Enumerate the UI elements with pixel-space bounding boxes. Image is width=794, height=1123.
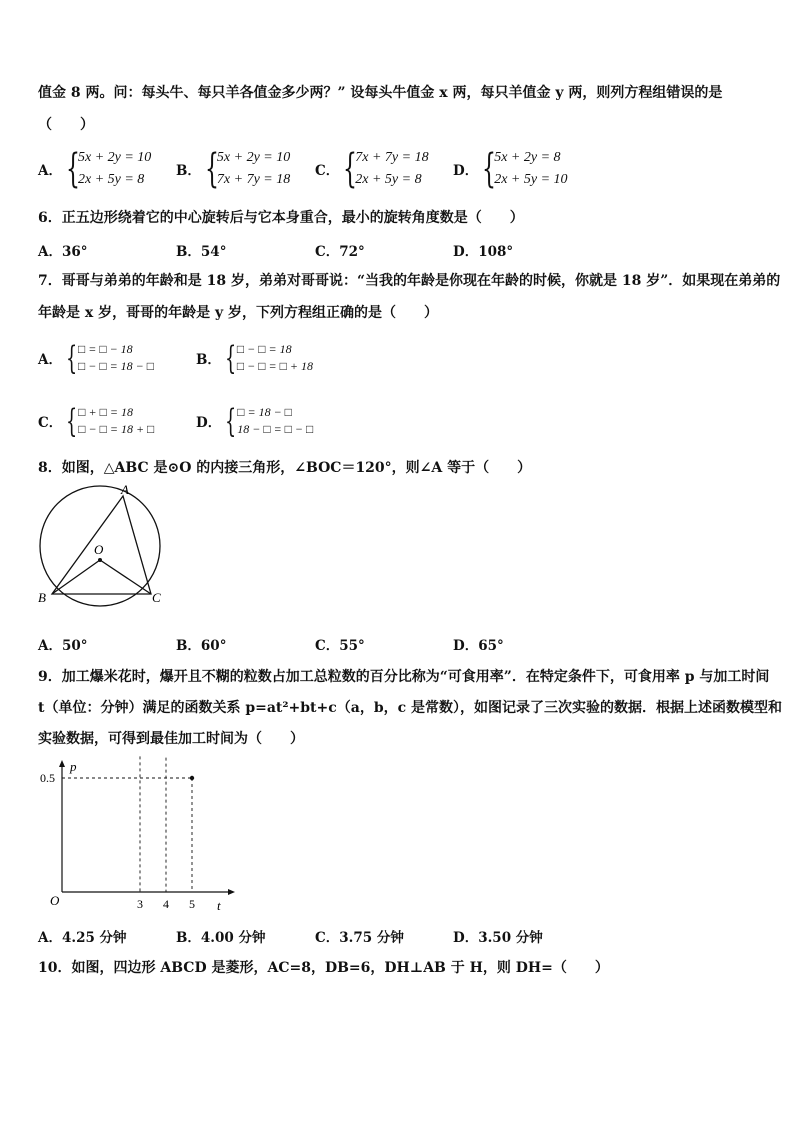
- q5-option-d-label: D．: [453, 163, 479, 179]
- q7-option-b-label: B．: [196, 352, 221, 368]
- q7-stem-line2: 年龄是 x 岁，哥哥的年龄是 y 岁，下列方程组正确的是（ ）: [38, 305, 438, 321]
- q7-option-d-eq1: □ = 18 − □: [237, 405, 292, 419]
- x-axis-arrow-icon: [228, 889, 235, 895]
- q9-stem-line3: 实验数据，可得到最佳加工时间为（ ）: [38, 731, 304, 747]
- q5-option-c-eq1: 7x + 7y = 18: [355, 150, 429, 165]
- q5-option-d: [453, 147, 568, 191]
- data-point-2: [190, 776, 194, 780]
- label-a: A: [121, 482, 129, 497]
- q7-option-a: [38, 338, 154, 378]
- q9-option-b: B．4.00 分钟: [176, 930, 266, 946]
- radii-ob-oc: [52, 560, 151, 594]
- q5-option-c-label: C．: [315, 163, 340, 179]
- x-axis-label: t: [217, 898, 221, 913]
- q9-stem-line2: t（单位：分钟）满足的函数关系 p=at²+bt+c（a，b，c 是常数），如图记录了三次实验的数据．根据上述函数模型和: [38, 700, 783, 716]
- q5-option-a-eq2: 2x + 5y = 8: [77, 172, 145, 187]
- brace-icon: {: [224, 339, 237, 377]
- q5-option-c-eq2: 2x + 5y = 8: [355, 172, 422, 187]
- q5-option-a: [38, 147, 151, 191]
- q7-option-c-label: C．: [38, 415, 63, 431]
- q7-option-c-eq2: □ − □ = 18 + □: [78, 422, 155, 436]
- q6-option-b: B．54°: [176, 244, 227, 260]
- q7-option-c: [38, 401, 154, 441]
- q5-option-d-eq1: 5x + 2y = 8: [494, 150, 561, 165]
- label-o: O: [94, 542, 104, 557]
- q5-option-b: [176, 147, 290, 191]
- q5-option-a-eq1: 5x + 2y = 10: [77, 150, 152, 165]
- q7-option-b-eq2: □ − □ = □ + 18: [236, 359, 313, 373]
- q7-option-d-label: D．: [196, 415, 222, 431]
- q5-option-d-eq2: 2x + 5y = 10: [494, 172, 568, 187]
- q5-option-b-eq2: 7x + 7y = 18: [216, 172, 291, 187]
- q6-option-c: C．72°: [315, 244, 365, 260]
- q7-option-d: [196, 401, 313, 441]
- q6-option-d: D．108°: [453, 244, 514, 260]
- brace-icon: {: [66, 402, 78, 440]
- brace-icon: {: [482, 146, 497, 192]
- q6-option-a: A．36°: [38, 244, 88, 260]
- brace-icon: {: [65, 339, 78, 377]
- x-tick-label-1: 4: [163, 897, 169, 911]
- q8-option-c: C．55°: [315, 638, 365, 654]
- q9-option-a: A．4.25 分钟: [38, 930, 127, 946]
- q9-chart: [30, 755, 250, 915]
- q5-option-c: [315, 147, 429, 191]
- brace-icon: {: [204, 146, 219, 192]
- y-axis-label: p: [70, 759, 77, 774]
- q5-option-b-label: B．: [176, 163, 201, 179]
- center-point-o: [98, 558, 102, 562]
- q7-option-a-label: A．: [38, 352, 62, 368]
- brace-icon: {: [225, 402, 237, 440]
- y-tick-label-2: 0.5: [40, 771, 55, 785]
- q9-option-d: D．3.50 分钟: [453, 930, 543, 946]
- q7-option-b: [196, 338, 313, 378]
- x-tick-label-2: 5: [189, 897, 195, 911]
- q7-option-a-eq2: □ − □ = 18 − □: [77, 359, 155, 373]
- brace-icon: {: [343, 146, 358, 192]
- q7-stem-line1: 7．哥哥与弟弟的年龄和是 18 岁，弟弟对哥哥说：“当我的年龄是你现在年龄的时候，你就是 18 岁”．如果现在弟弟的: [38, 273, 781, 289]
- label-c: C: [152, 590, 161, 605]
- q7-option-a-eq1: □ = □ − 18: [77, 342, 133, 356]
- label-b: B: [38, 590, 46, 605]
- q6-stem: 6．正五边形绕着它的中心旋转后与它本身重合，最小的旋转角度数是（ ）: [38, 210, 524, 226]
- q5-stem-line2: （ ）: [38, 117, 94, 133]
- q7-option-d-eq2: 18 − □ = □ − □: [237, 422, 314, 436]
- q7-option-c-eq1: □ + □ = 18: [78, 405, 133, 419]
- q8-option-a: A．50°: [38, 638, 88, 654]
- q8-circle-figure: [30, 482, 180, 612]
- q9-option-c: C．3.75 分钟: [315, 930, 404, 946]
- q9-stem-line1: 9．加工爆米花时，爆开且不糊的粒数占加工总粒数的百分比称为“可食用率”．在特定条件下，可食用率 p 与加工时间: [38, 669, 770, 685]
- brace-icon: {: [65, 146, 80, 192]
- q5-option-b-eq1: 5x + 2y = 10: [216, 150, 291, 165]
- q8-stem: 8．如图，△ABC 是⊙O 的内接三角形，∠BOC＝120°，则∠A 等于（ ）: [38, 460, 532, 476]
- q8-option-b: B．60°: [176, 638, 227, 654]
- q10-stem: 10．如图，四边形 ABCD 是菱形，AC=8，DB=6，DH⊥AB 于 H，则 DH=（ ）: [38, 960, 609, 976]
- q7-option-b-eq1: □ − □ = 18: [236, 342, 292, 356]
- q5-option-a-label: A．: [38, 163, 62, 179]
- origin-label: O: [50, 893, 60, 908]
- x-tick-label-0: 3: [137, 897, 143, 911]
- q5-stem-line1: 值金 8 两。问：每头牛、每只羊各值金多少两？” 设每头牛值金 x 两，每只羊值金 y 两，则列方程组错误的是: [38, 85, 723, 101]
- y-axis-arrow-icon: [59, 760, 65, 767]
- q8-option-d: D．65°: [453, 638, 504, 654]
